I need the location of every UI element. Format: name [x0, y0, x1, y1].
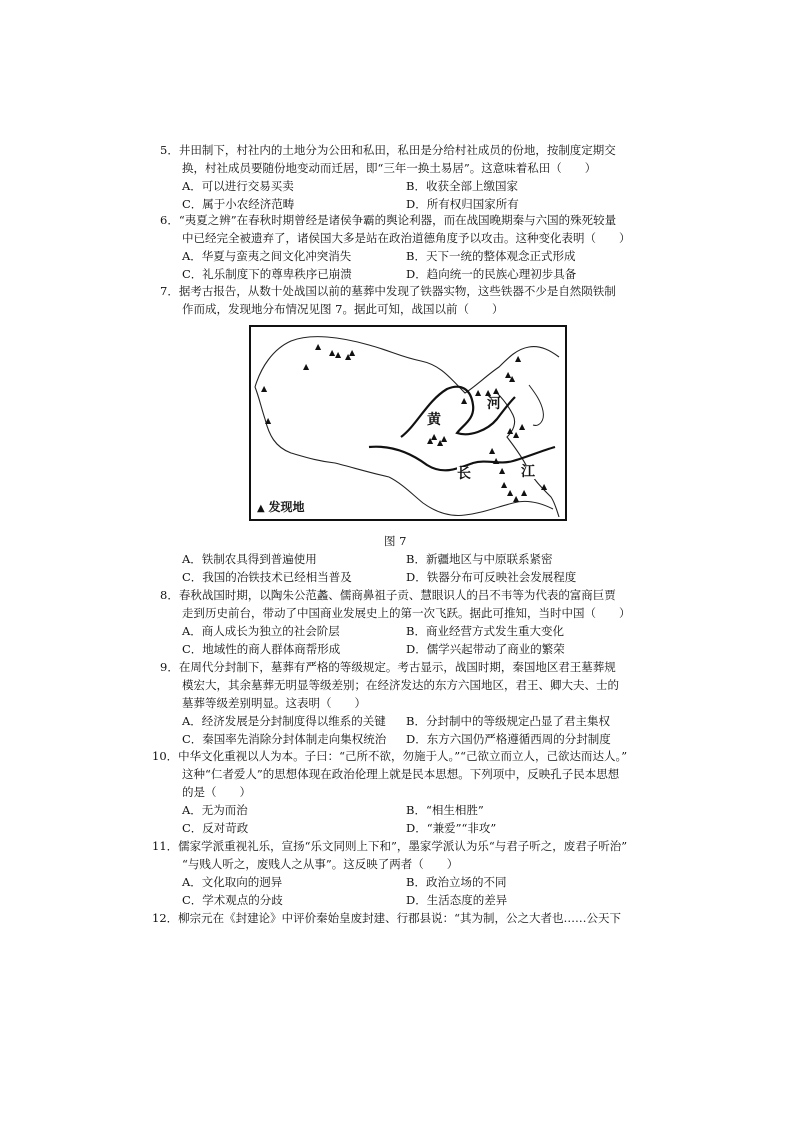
triangle-icon: ▲ — [335, 350, 342, 359]
question-stem-line: 11．儒家学派重视礼乐，宣扬“乐文同则上下和”，墨家学派认为乐“与君子听之，废君子听治” — [152, 839, 628, 853]
triangle-icon: ▲ — [345, 352, 352, 361]
options — [160, 247, 640, 283]
triangle-icon: ▲ — [257, 503, 265, 514]
triangle-icon: ▲ — [437, 438, 444, 447]
triangle-icon: ▲ — [265, 416, 272, 425]
option-b[interactable]: B．收获全部上缴国家 — [406, 179, 518, 193]
question-5 — [160, 141, 640, 213]
river-label: 黄 — [427, 412, 441, 428]
option-d[interactable]: D．铁器分布可反映社会发展程度 — [406, 570, 577, 584]
question-12 — [152, 909, 642, 927]
option-b[interactable]: B．政治立场的不同 — [406, 875, 507, 889]
option-d[interactable]: D．所有权归国家所有 — [406, 197, 519, 211]
question-stem-line: 的是（ ） — [182, 785, 251, 799]
question-stem-line: 5．井田制下，村社内的土地分为公田和私田，私田是分给村社成员的份地，按制度定期交 — [160, 143, 616, 157]
options — [160, 177, 640, 213]
option-b[interactable]: B．“相生相胜” — [406, 803, 484, 817]
question-7 — [160, 282, 640, 318]
question-stem-line: 模宏大，其余墓葬无明显等级差别；在经济发达的东方六国地区，君王、卿大夫、士的 — [182, 678, 619, 692]
triangle-icon: ▲ — [513, 430, 520, 439]
triangle-icon: ▲ — [505, 370, 512, 379]
option-c[interactable]: C．地域性的商人群体商帮形成 — [182, 642, 341, 656]
question-stem-line: 12．柳宗元在《封建论》中评价秦始皇废封建、行郡县说：“其为制，公之大者也……公天下 — [152, 911, 622, 925]
question-8 — [160, 586, 640, 658]
option-a[interactable]: A．可以进行交易买卖 — [182, 179, 294, 193]
options — [160, 712, 640, 748]
triangle-icon: ▲ — [501, 480, 508, 489]
question-stem-line: 9．在周代分封制下，墓葬有严格的等级规定。考古显示，战国时期，秦国地区君王墓葬规 — [160, 660, 616, 674]
option-d[interactable]: D．生活态度的差异 — [406, 893, 508, 907]
river-label: 江 — [521, 464, 535, 480]
korean-peninsula — [529, 385, 543, 425]
option-c[interactable]: C．秦国率先消除分封体制走向集权统治 — [182, 732, 387, 746]
figure-7-map — [249, 325, 567, 521]
china-outline-west — [255, 384, 389, 477]
triangle-icon: ▲ — [493, 386, 500, 395]
legend-label: 发现地 — [268, 500, 305, 514]
question-stem-line: 墓葬等级差别明显。这表明（ ） — [182, 696, 366, 710]
option-a[interactable]: A．经济发展是分封制度得以维系的关键 — [182, 714, 386, 728]
figure-caption: 图 7 — [384, 534, 407, 548]
question-stem-line: 6．“夷夏之辨”在春秋时期曾经是诸侯争霸的舆论利器，而在战国晚期秦与六国的殊死较量 — [160, 213, 617, 227]
option-c[interactable]: C．反对苛政 — [182, 821, 249, 835]
options — [152, 873, 642, 909]
southern-border — [389, 477, 553, 516]
option-c[interactable]: C．属于小农经济范畴 — [182, 197, 295, 211]
triangle-icon: ▲ — [349, 348, 356, 357]
triangle-icon: ▲ — [507, 488, 514, 497]
triangle-icon: ▲ — [493, 456, 500, 465]
question-10 — [152, 747, 642, 837]
triangle-icon: ▲ — [499, 466, 506, 475]
question-11 — [152, 837, 642, 909]
triangle-icon: ▲ — [485, 388, 492, 397]
option-d[interactable]: D．东方六国仍严格遵循西周的分封制度 — [406, 732, 611, 746]
china-outline — [255, 337, 559, 393]
question-stem-line: 换，村社成员要随份地变动而迁居，即“三年一换土易居”。这意味着私田（ ） — [182, 161, 597, 175]
triangle-icon: ▲ — [475, 388, 482, 397]
triangle-icon: ▲ — [509, 374, 516, 383]
option-a[interactable]: A．华夏与蛮夷之间文化冲突消失 — [182, 249, 352, 263]
option-b[interactable]: B．新疆地区与中原联系紧密 — [406, 552, 553, 566]
options — [160, 622, 640, 658]
option-b[interactable]: B．商业经营方式发生重大变化 — [406, 624, 564, 638]
option-a[interactable]: A．商人成长为独立的社会阶层 — [182, 624, 340, 638]
map-legend — [257, 498, 305, 515]
option-a[interactable]: A．铁制农具得到普遍使用 — [182, 552, 317, 566]
triangle-icon: ▲ — [303, 362, 310, 371]
question-stem-line: 走到历史前台，带动了中国商业发展史上的第一次飞跃。据此可推知，当时中国（ ） — [182, 606, 631, 620]
option-d[interactable]: D．趋向统一的民族心理初步具备 — [406, 267, 577, 281]
question-stem-line: “与贱人听之，废贱人之从事”。这反映了两者（ ） — [182, 857, 459, 871]
triangle-icon: ▲ — [515, 354, 522, 363]
question-stem-line: 8．春秋战国时期，以陶朱公范蠡、儒商鼻祖子贡、慧眼识人的吕不韦等为代表的富商巨贾 — [160, 588, 616, 602]
option-b[interactable]: B．分封制中的等级规定凸显了君主集权 — [406, 714, 610, 728]
question-stem-line: 10．中华文化重视以人为本。子曰：“己所不欲，勿施于人。”“己欲立而立人，己欲达而达人。” — [152, 749, 628, 763]
triangle-icon: ▲ — [431, 432, 438, 441]
option-c[interactable]: C．礼乐制度下的尊卑秩序已崩溃 — [182, 267, 352, 281]
question-stem-line: 中已经完全被遗弃了，诸侯国大多是站在政治道德角度予以攻击。这种变化表明（ ） — [182, 231, 631, 245]
question-9 — [160, 658, 640, 748]
option-b[interactable]: B．天下一统的整体观念正式形成 — [406, 249, 576, 263]
triangle-icon: ▲ — [315, 342, 322, 351]
question-6 — [160, 211, 640, 283]
triangle-icon: ▲ — [519, 422, 526, 431]
question-stem-line: 7．据考古报告，从数十处战国以前的墓葬中发现了铁器实物，这些铁器不少是自然陨铁制 — [160, 284, 616, 298]
question-7-options — [160, 550, 640, 586]
option-d[interactable]: D．儒学兴起带动了商业的繁荣 — [406, 642, 565, 656]
options — [152, 801, 642, 837]
option-a[interactable]: A．文化取向的迥异 — [182, 875, 283, 889]
option-a[interactable]: A．无为而治 — [182, 803, 248, 817]
triangle-icon: ▲ — [441, 434, 448, 443]
question-stem-line: 这种“仁者爱人”的思想体现在政治伦理上就是民本思想。下列项中，反映孔子民本思想 — [182, 767, 620, 781]
triangle-icon: ▲ — [521, 488, 528, 497]
option-d[interactable]: D．“兼爱”“非攻” — [406, 821, 497, 835]
triangle-icon: ▲ — [461, 396, 468, 405]
river-label: 长 — [457, 466, 471, 482]
triangle-icon: ▲ — [427, 436, 434, 445]
triangle-icon: ▲ — [513, 494, 520, 503]
triangle-icon: ▲ — [489, 446, 496, 455]
triangle-icon: ▲ — [261, 384, 268, 393]
option-c[interactable]: C．学术观点的分歧 — [182, 893, 283, 907]
river-label: 河 — [487, 396, 501, 412]
triangle-icon: ▲ — [507, 426, 514, 435]
question-stem-line: 作而成，发现地分布情况见图 7。据此可知，战国以前（ ） — [182, 302, 504, 316]
option-c[interactable]: C．我国的冶铁技术已经相当普及 — [182, 570, 352, 584]
triangle-icon: ▲ — [329, 348, 336, 357]
options — [160, 550, 640, 586]
triangle-icon: ▲ — [541, 482, 548, 491]
